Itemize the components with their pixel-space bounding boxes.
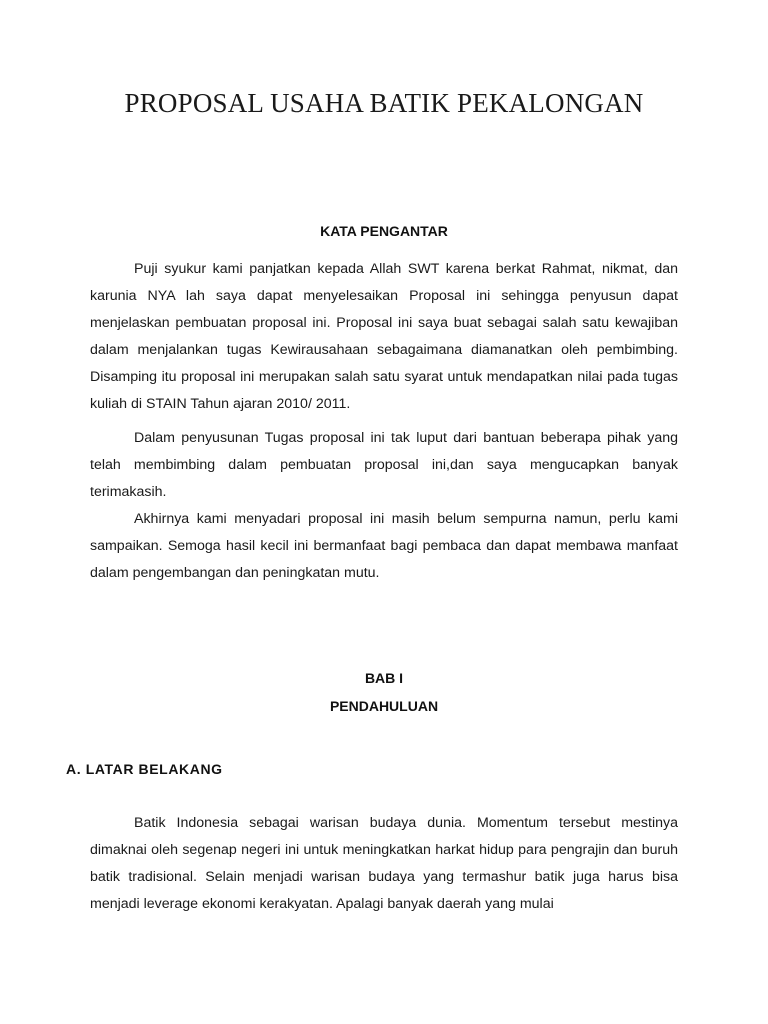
- bab-title: PENDAHULUAN: [329, 698, 439, 714]
- document-title: PROPOSAL USAHA BATIK PEKALONGAN: [124, 88, 644, 118]
- section-a-heading: A. LATAR BELAKANG: [66, 761, 223, 777]
- kata-pengantar-paragraph-3: Akhirnya kami menyadari proposal ini masih belum sempurna namun, perlu kami sampaikan. Semoga hasil kecil ini bermanfaat bagi pembaca dan dapat membawa manfaat dalam pengembangan dan peningkatan mutu.: [90, 511, 678, 581]
- kata-pengantar-paragraph-1: Puji syukur kami panjatkan kepada Allah SWT karena berkat Rahmat, nikmat, dan karunia NYA lah saya dapat menyelesaikan Proposal ini sehingga penyusun dapat menjelaskan pembuatan proposal ini. Proposal ini saya buat sebagai salah satu kewajiban dalam menjalankan tugas Kewirausahaan sebagaimana diamanatkan oleh pembimbing. Disamping itu proposal ini merupakan salah satu syarat untuk mendapatkan nilai pada tugas kuliah di STAIN Tahun ajaran 2010/ 2011.: [90, 261, 678, 412]
- kata-pengantar-heading: KATA PENGANTAR: [320, 223, 448, 239]
- section-a-paragraph: Batik Indonesia sebagai warisan budaya dunia. Momentum tersebut mestinya dimaknai oleh segenap negeri ini untuk meningkatkan harkat hidup para pengrajin dan buruh batik tradisional. Selain menjadi warisan budaya yang termashur batik juga harus bisa menjadi leverage ekonomi kerakyatan. Apalagi banyak daerah yang mulai: [90, 815, 678, 912]
- kata-pengantar-paragraph-2: Dalam penyusunan Tugas proposal ini tak luput dari bantuan beberapa pihak yang telah membimbing dalam pembuatan proposal ini,dan saya mengucapkan banyak terimakasih.: [90, 430, 678, 500]
- bab-number: BAB I: [364, 670, 404, 686]
